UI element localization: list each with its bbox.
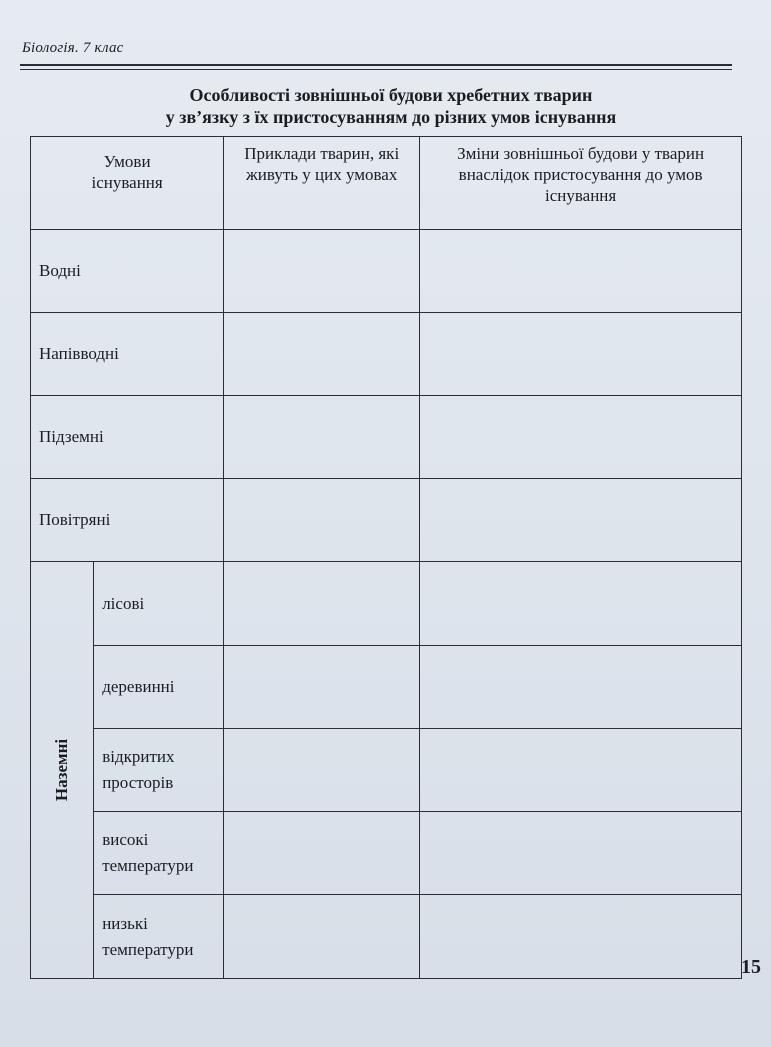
adaptation-table xyxy=(30,136,742,979)
answer-cell[interactable] xyxy=(224,895,420,979)
answer-cell[interactable] xyxy=(420,812,742,895)
table-title xyxy=(20,84,762,128)
table-row xyxy=(31,562,742,646)
table-row xyxy=(31,646,742,729)
group-label-cell xyxy=(31,562,94,979)
subrow-label: низькі температури xyxy=(94,895,224,979)
answer-cell[interactable] xyxy=(224,562,420,646)
col-header-conditions: Умови існування xyxy=(31,137,224,230)
table-row xyxy=(31,812,742,895)
table-row xyxy=(31,396,742,479)
table-row xyxy=(31,313,742,396)
subrow-label: лісові xyxy=(94,562,224,646)
answer-cell[interactable] xyxy=(224,313,420,396)
answer-cell[interactable] xyxy=(420,230,742,313)
title-line-2: у зв’язку з їх пристосуванням до різних умов існування xyxy=(165,107,617,127)
answer-cell[interactable] xyxy=(224,729,420,812)
subrow-label: високі температури xyxy=(94,812,224,895)
answer-cell[interactable] xyxy=(224,230,420,313)
header-rule-thick xyxy=(20,64,732,66)
running-head: Біологія. 7 клас xyxy=(22,40,124,56)
answer-cell[interactable] xyxy=(420,895,742,979)
subrow-label: деревинні xyxy=(94,646,224,729)
row-label: Підземні xyxy=(31,396,224,479)
table-row xyxy=(31,230,742,313)
answer-cell[interactable] xyxy=(420,479,742,562)
table-row xyxy=(31,479,742,562)
subrow-label: відкритих просторів xyxy=(94,729,224,812)
table-row xyxy=(31,729,742,812)
page-number: 15 xyxy=(741,956,761,978)
row-label: Водні xyxy=(31,230,224,313)
answer-cell[interactable] xyxy=(420,729,742,812)
answer-cell[interactable] xyxy=(420,646,742,729)
answer-cell[interactable] xyxy=(224,646,420,729)
col-header-changes: Зміни зовнішньої будови у тварин внаслідок пристосування до умов існування xyxy=(420,137,742,230)
title-line-1: Особливості зовнішньої будови хребетних тварин xyxy=(189,85,593,105)
answer-cell[interactable] xyxy=(420,562,742,646)
answer-cell[interactable] xyxy=(420,313,742,396)
answer-cell[interactable] xyxy=(420,396,742,479)
answer-cell[interactable] xyxy=(224,396,420,479)
answer-cell[interactable] xyxy=(224,479,420,562)
col-header-examples: Приклади тварин, які живуть у цих умовах xyxy=(224,137,420,230)
answer-cell[interactable] xyxy=(224,812,420,895)
table-row xyxy=(31,895,742,979)
group-label: Наземні xyxy=(52,738,72,802)
header-rule-thin xyxy=(20,69,732,70)
row-label: Повітряні xyxy=(31,479,224,562)
row-label: Напівводні xyxy=(31,313,224,396)
header-row xyxy=(31,137,742,230)
